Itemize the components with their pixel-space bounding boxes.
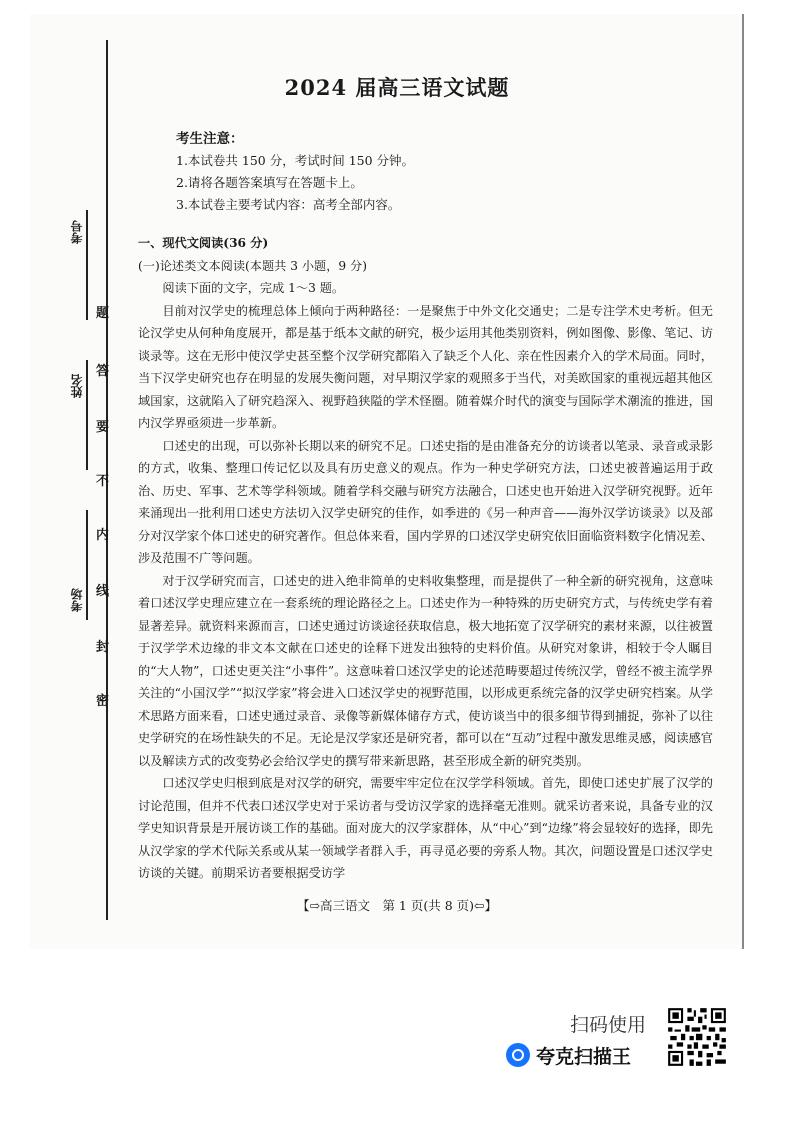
section-heading: 一、现代文阅读(36 分) — [138, 236, 269, 250]
page-footer: 【⇨高三语文 第 1 页(共 8 页)⇦】 — [296, 898, 497, 913]
page-title: 2024 届高三语文试题 — [284, 75, 510, 100]
brand-name: 夸克扫描王 — [536, 1045, 632, 1068]
notice-heading: 考生注意： — [176, 131, 244, 147]
kaohao-underline — [86, 210, 88, 320]
quark-logo-icon — [506, 1043, 530, 1067]
subsection-heading: (一)论述类文本阅读(本题共 3 小题，9 分) — [138, 258, 367, 273]
seal-char: 答 — [96, 364, 110, 379]
paragraph: 对于汉学研究而言，口述史的进入绝非简单的史料收集整理，而是提供了一种全新的研究视角，这意味着口述汉学史理应建立在一套系统的理论路径之上。口述史作为一种特殊的历史研究方式，与传统史学有着显著差异。就资料来源而言，口述史通过访谈途径获取信息，极大地拓宽了汉学研究的素材来源，以往被置于汉学学术边缘的非文本文献在口述史的诠释下迸发出独特的史料价值。从研究对象讲，相较于令人瞩目的“大人物”，口述史更关注“小事件”。这意味着口述汉学史的论述范畴要超过传统汉学，曾经不被主流学界关注的“小国汉学”“拟汉学家”将会进入口述汉学史的视野范围，以形成更系统完备的汉学史研究档案。从学术思路方面来看，口述史通过录音、录像等新媒体储存方式，使访谈当中的很多细节得到捕捉，弥补了以往史学研究的在场性缺失的不足。无论是汉学家还是研究者，都可以在“互动”过程中激发思维灵感，阅读感官以及解读方式的改变势必会给汉学史的撰写带来新思路，甚至形成全新的研究类别。 — [138, 573, 713, 768]
instruction: 阅读下面的文字，完成 1～3 题。 — [162, 281, 345, 295]
paragraph: 目前对汉学史的梳理总体上倾向于两种路径：一是聚焦于中外文化交通史；二是专注学术史考析。但无论汉学史从何种角度展开，都是基于纸本文献的研究，极少运用其他类别资料，例如图像、影像、笔记、访谈录等。这在无形中使汉学史甚至整个汉学研究都陷入了缺乏个人化、亲在性因素介入的学术局面。同时，当下汉学史研究也存在明显的发展失衡问题，对早期汉学家的观照多于当代，对美欧国家的重视远超其他区域国家，这就陷入了研究趋深入、视野趋狭隘的学术怪圈。随着媒介时代的演变与国际学术潮流的推进，国内汉学界亟须进一步革新。 — [138, 303, 713, 430]
seal-char: 线 — [96, 584, 110, 599]
kaochang-label: 考场 — [70, 588, 84, 612]
scanner-brand[interactable] — [506, 1040, 631, 1070]
seal-char: 题 — [96, 306, 110, 321]
scan-hint: 扫码使用 — [570, 1014, 647, 1036]
seal-char: 不 — [96, 474, 110, 489]
notice-item: 3.本试卷主要考试内容：高考全部内容。 — [176, 197, 401, 212]
kaochang-underline — [86, 510, 88, 620]
paragraph: 口述史的出现，可以弥补长期以来的研究不足。口述史指的是由准备充分的访谈者以笔录、录音或录影的方式，收集、整理口传记忆以及具有历史意义的观点。作为一种史学研究方法，口述史被普遍运用于政治、历史、军事、艺术等学科领域。随着学科交融与研究方法融合，口述史也开始进入汉学研究视野。近年来涌现出一批利用口述史方法切入汉学史研究的佳作，如季进的《另一种声音——海外汉学访谈录》以及部分对汉学家个体口述史的研究著作。但总体来看，国内学界的口述汉学史研究依旧面临资料数字化情况差、涉及范围不广等问题。 — [138, 438, 713, 565]
qr-code-icon[interactable] — [666, 1006, 728, 1068]
exam-notice — [176, 128, 414, 216]
notice-item: 1.本试卷共 150 分，考试时间 150 分钟。 — [176, 153, 415, 168]
seal-char: 封 — [96, 640, 110, 655]
name-label: 姓名 — [70, 374, 84, 398]
reading-passage — [138, 232, 713, 885]
kaohao-label: 考号 — [70, 220, 84, 244]
seal-char: 密 — [96, 694, 110, 709]
seal-char: 要 — [96, 420, 110, 435]
paragraph: 口述汉学史归根到底是对汉学的研究，需要牢牢定位在汉学学科领域。首先，即使口述史扩展了汉学的讨论范围，但并不代表口述汉学史对于采访者与受访汉学家的选择毫无准则。就采访者来说，具备专业的汉学史知识背景是开展访谈工作的基础。面对庞大的汉学家群体，从“中心”到“边缘”将会显较好的选择，即先从汉学家的学术代际关系或从某一领域学者群入手，再寻觅必要的旁系人物。其次，问题设置是口述汉学史访谈的关键。前期采访者要根据受访学 — [138, 776, 713, 880]
seal-char: 内 — [96, 528, 110, 543]
notice-item: 2.请将各题答案填写在答题卡上。 — [176, 175, 363, 190]
name-underline — [86, 360, 88, 470]
